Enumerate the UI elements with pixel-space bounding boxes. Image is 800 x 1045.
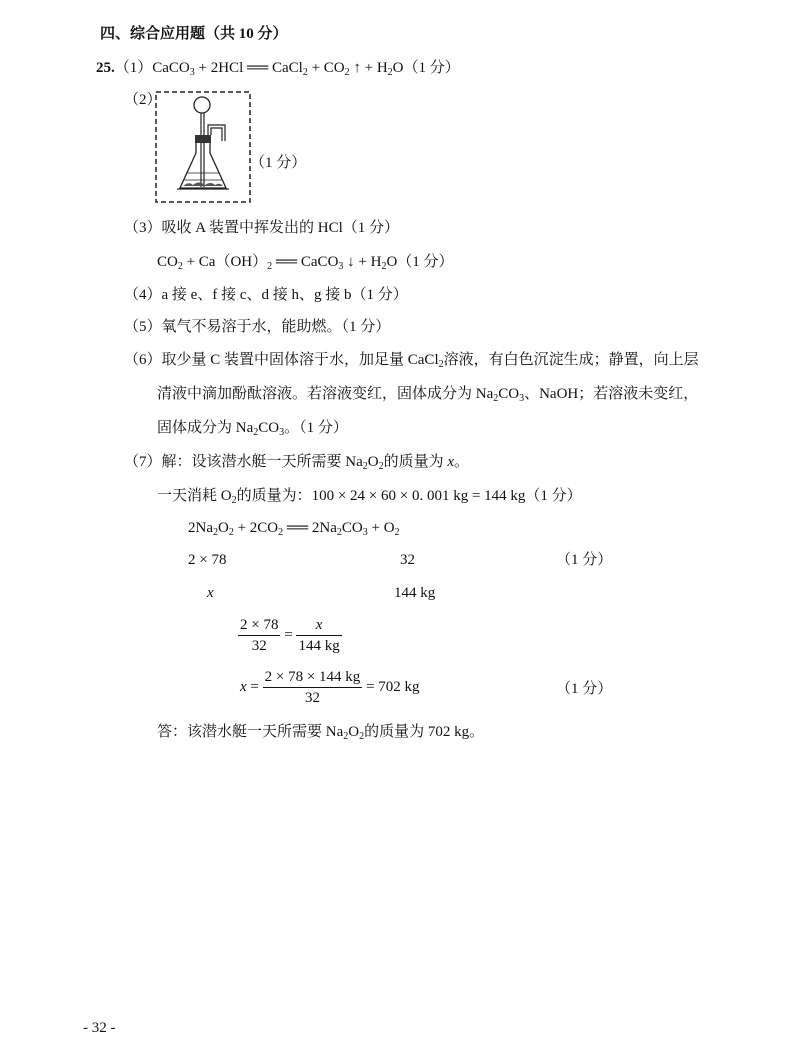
q25-part2-label: （2） <box>124 92 162 108</box>
ratio-score: （1 分） <box>556 552 613 568</box>
q25-part3-text: （3）吸收 A 装置中挥发出的 HCl（1 分） <box>124 220 400 236</box>
ratio-left: 2 × 78 <box>188 552 227 568</box>
q25-part6-line1: （6）取少量 C 装置中固体溶于水，加足量 CaCl$_2$溶液，有白色沉淀生成；静置，向上层 <box>124 352 699 370</box>
page-number: - 32 - <box>83 1020 116 1036</box>
proportion-equation: $\frac{2 \times 78}{32}$ = $\frac{x}{144 kg}$ <box>240 617 340 654</box>
ratio-right: 32 <box>400 552 415 568</box>
q25-part3-equation: $CO_2 + Ca(OH)_2$ ══ CaCO$_3$ ↓ + $H_2O(1$ 分） <box>157 254 454 272</box>
q25-part2-score: （1 分） <box>250 155 307 171</box>
fraction-left: $\frac{2 \times 78}{32}$ <box>240 617 279 654</box>
q25-part5: （5）氧气不易溶于水，能助燃。（1 分） <box>124 319 391 335</box>
unknown-left: x <box>207 585 214 601</box>
unknown-right: 144 kg <box>394 585 436 601</box>
q25-part6-line3: 固体成分为 $Na_2CO_3$。（1 分） <box>157 420 348 438</box>
q25-part7-reaction: $2Na_2O_2 + 2CO_2$ ══ $2Na_2CO_3 + O_2$ <box>188 520 400 538</box>
q25-part1: 25.（1）CaCO$_3$ + 2HCl ══ CaCl$_2$ + $CO_2$ ↑ + $H_2O(1$ 分） <box>96 60 460 78</box>
q25-part4: （4）a 接 e、f 接 c、d 接 h、g 接 b（1 分） <box>124 287 408 303</box>
section-title: 四、综合应用题（共 10 分） <box>100 26 288 42</box>
fraction-right: $\frac{x}{144 kg}$ <box>298 617 340 654</box>
q25-part7-intro: （7）解：设该潜水艇一天所需要 $Na_2O_2$的质量为 x。 <box>124 454 470 472</box>
q25-part6-line2: 清液中滴加酚酞溶液。若溶液变红，固体成分为 $Na_2CO_3$、NaOH；若溶液未变红， <box>157 386 699 404</box>
apparatus-flask-diagram <box>155 91 251 203</box>
final-answer: 答：该潜水艇一天所需要 $Na_2O_2$的质量为 702 kg。 <box>157 724 485 742</box>
question-number: 25. <box>96 60 115 76</box>
q25-part7-oxygen-mass: 一天消耗 $O_2$的质量为：100 × 24 × 60 × 0. 001 kg = 144 kg（1 分） <box>157 488 582 506</box>
fraction-solution: $\frac{2 \times 78 \times 144 kg}{32}$ <box>264 669 361 706</box>
solution-equation: x = $\frac{2 \times 78 \times 144 kg}{32}$ = 702 kg <box>240 669 420 706</box>
solution-score: （1 分） <box>556 681 613 697</box>
